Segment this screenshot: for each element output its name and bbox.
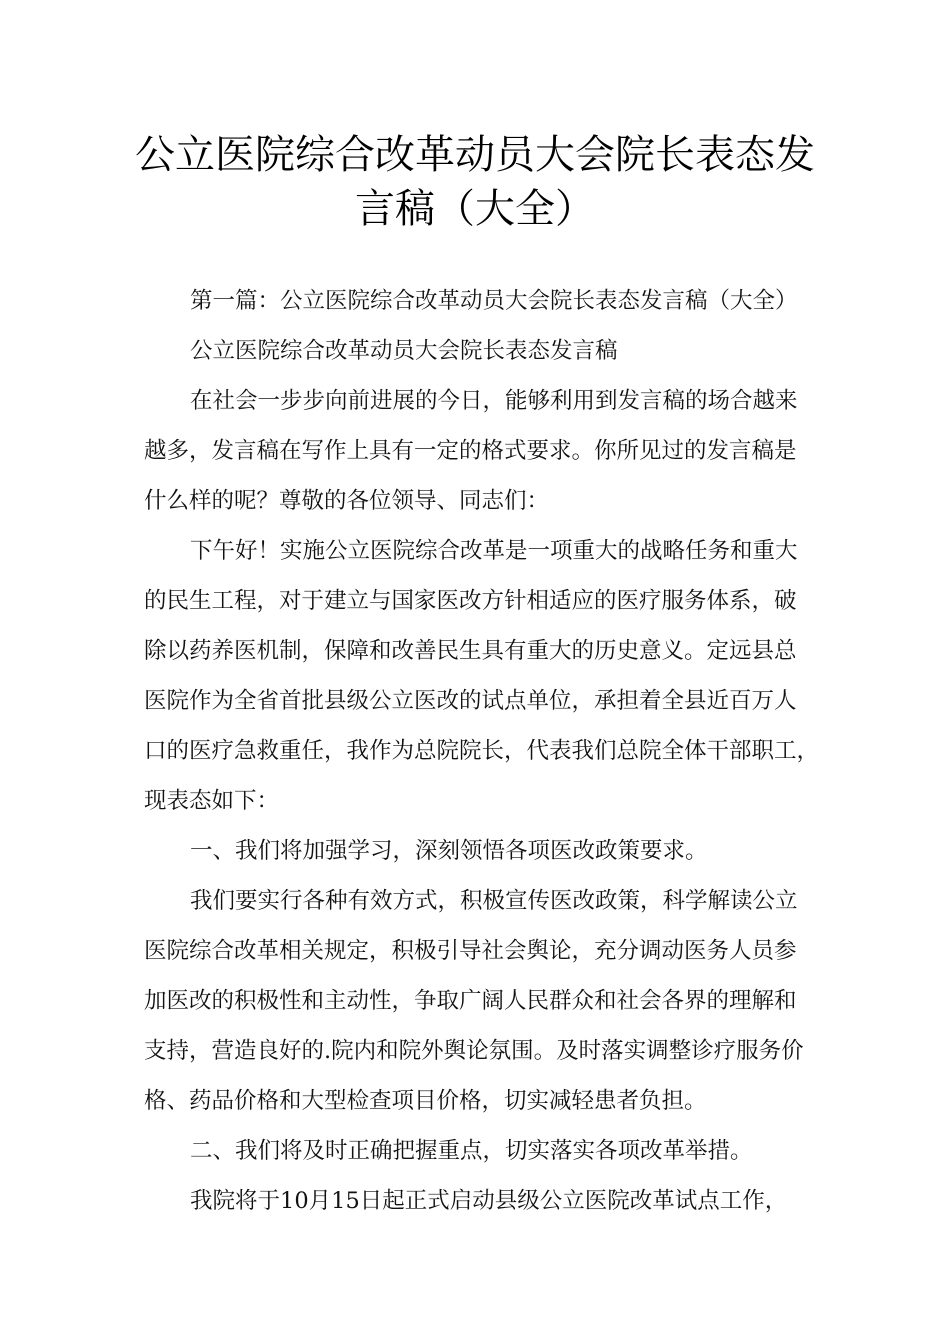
paragraph-line: 除以药养医机制，保障和改善民生具有重大的历史意义。定远县总 bbox=[144, 638, 797, 664]
paragraph-line: 加医改的积极性和主动性，争取广阔人民群众和社会各界的理解和 bbox=[144, 988, 797, 1014]
paragraph-line: 我们要实行各种有效方式，积极宣传医改政策，科学解读公立 bbox=[190, 888, 798, 914]
paragraph-line: 什么样的呢？尊敬的各位领导、同志们： bbox=[144, 488, 550, 514]
paragraph-line: 我院将于10月15日起正式启动县级公立医院改革试点工作， bbox=[190, 1188, 788, 1214]
point-heading-2: 二、我们将及时正确把握重点，切实落实各项改革举措。 bbox=[190, 1138, 753, 1164]
paragraph-line: 口的医疗急救重任，我作为总院院长，代表我们总院全体干部职工， bbox=[144, 738, 820, 764]
paragraph-line: 在社会一步步向前进展的今日，能够利用到发言稿的场合越来 bbox=[190, 388, 798, 414]
paragraph-line: 下午好！实施公立医院综合改革是一项重大的战略任务和重大 bbox=[190, 538, 798, 564]
document-title-line-2: 言稿（大全） bbox=[355, 186, 595, 232]
paragraph-line: 格、药品价格和大型检查项目价格，切实减轻患者负担。 bbox=[144, 1088, 707, 1114]
paragraph-line: 医院作为全省首批县级公立医改的试点单位，承担着全县近百万人 bbox=[144, 688, 797, 714]
point-heading-1: 一、我们将加强学习，深刻领悟各项医改政策要求。 bbox=[190, 838, 708, 864]
paragraph-line: 越多，发言稿在写作上具有一定的格式要求。你所见过的发言稿是 bbox=[144, 438, 797, 464]
subtitle-line: 公立医院综合改革动员大会院长表态发言稿 bbox=[190, 338, 618, 364]
paragraph-line: 医院综合改革相关规定，积极引导社会舆论，充分调动医务人员参 bbox=[144, 938, 797, 964]
paragraph-line: 支持，营造良好的.院内和院外舆论氛围。及时落实调整诊疗服务价 bbox=[144, 1038, 804, 1064]
paragraph-line: 的民生工程，对于建立与国家医改方针相适应的医疗服务体系，破 bbox=[144, 588, 797, 614]
document-title-line-1: 公立医院综合改革动员大会院长表态发 bbox=[135, 132, 815, 178]
section-heading: 第一篇：公立医院综合改革动员大会院长表态发言稿（大全） bbox=[190, 288, 798, 314]
paragraph-line: 现表态如下： bbox=[144, 788, 280, 814]
